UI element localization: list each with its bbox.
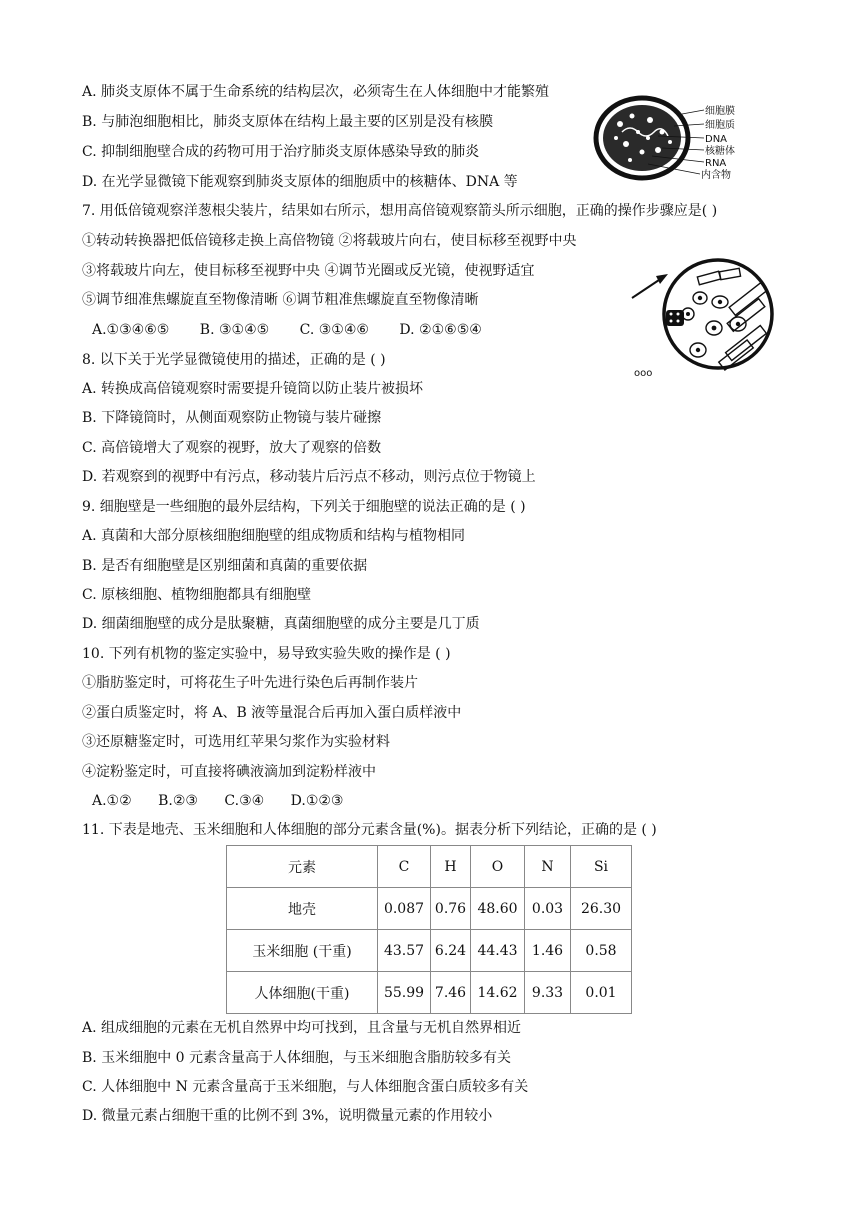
q8-option-c: C. 高倍镜增大了观察的视野，放大了观察的倍数	[82, 440, 382, 456]
table-cell: 43.57	[378, 930, 431, 972]
q10-option-a: A.①②	[92, 793, 132, 809]
q10-step-4: ④淀粉鉴定时，可直接将碘液滴加到淀粉样液中	[82, 764, 376, 780]
q6-option-b: B. 与肺泡细胞相比，肺炎支原体在结构上最主要的区别是没有核膜	[82, 114, 494, 130]
table-cell: 55.99	[378, 972, 431, 1014]
table-header-cell: 元素	[227, 846, 378, 888]
q7-option-c: C. ③①④⑥	[299, 322, 369, 338]
table-row	[227, 888, 632, 930]
q7-options	[92, 320, 508, 340]
table-cell: 26.30	[571, 888, 632, 930]
table-cell: 玉米细胞 (干重)	[227, 930, 378, 972]
q10-step-3: ③还原糖鉴定时，可选用红苹果匀浆作为实验材料	[82, 734, 390, 750]
label-cytoplasm: 细胞质	[705, 120, 735, 131]
q7-step-line-3: ⑤调节细准焦螺旋直至物像清晰 ⑥调节粗准焦螺旋直至物像清晰	[82, 292, 479, 308]
table-cell: 0.01	[571, 972, 632, 1014]
q6-option-d: D. 在光学显微镜下能观察到肺炎支原体的细胞质中的核糖体、DNA 等	[82, 174, 518, 190]
q10-step-2: ②蛋白质鉴定时，将 A、B 液等量混合后再加入蛋白质样液中	[82, 705, 462, 721]
table-cell: 7.46	[431, 972, 471, 1014]
svg-text:ooo: ooo	[634, 368, 653, 378]
table-cell: 0.03	[525, 888, 571, 930]
q10-step-1: ①脂肪鉴定时，可将花生子叶先进行染色后再制作装片	[82, 675, 418, 691]
table-cell: 6.24	[431, 930, 471, 972]
q9-option-d: D. 细菌细胞壁的成分是肽聚糖，真菌细胞壁的成分主要是几丁质	[82, 616, 480, 632]
q7-step-line-1: ①转动转换器把低倍镜移走换上高倍物镜 ②将载玻片向右，使目标移至视野中央	[82, 233, 577, 249]
table-cell: 48.60	[471, 888, 525, 930]
table-row	[227, 930, 632, 972]
q10-stem: 10. 下列有机物的鉴定实验中，易导致实验失败的操作是 ( )	[82, 646, 451, 662]
label-dna: DNA	[705, 134, 728, 145]
table-header-cell: O	[471, 846, 525, 888]
q7-step-line-2: ③将载玻片向左，使目标移至视野中央 ④调节光圈或反光镜，使视野适宜	[82, 263, 535, 279]
table-header-cell: H	[431, 846, 471, 888]
table-header-cell: Si	[571, 846, 632, 888]
q8-option-a: A. 转换成高倍镜观察时需要提升镜筒以防止装片被损坏	[82, 381, 424, 397]
element-content-table	[226, 845, 632, 1014]
q10-options	[92, 791, 365, 811]
q8-stem: 8. 以下关于光学显微镜使用的描述，正确的是 ( )	[82, 352, 386, 368]
table-cell: 9.33	[525, 972, 571, 1014]
table-header-cell: N	[525, 846, 571, 888]
table-cell: 0.58	[571, 930, 632, 972]
table-cell: 44.43	[471, 930, 525, 972]
q8-option-b: B. 下降镜筒时，从侧面观察防止物镜与装片碰擦	[82, 410, 382, 426]
q10-option-d: D.①②③	[290, 793, 344, 809]
q6-option-a: A. 肺炎支原体不属于生命系统的结构层次，必须寄生在人体细胞中才能繁殖	[82, 84, 550, 100]
table-cell: 地壳	[227, 888, 378, 930]
q10-option-c: C.③④	[224, 793, 265, 809]
q11-option-b: B. 玉米细胞中 0 元素含量高于人体细胞，与玉米细胞含脂肪较多有关	[82, 1050, 511, 1066]
q11-option-c: C. 人体细胞中 N 元素含量高于玉米细胞，与人体细胞含蛋白质较多有关	[82, 1079, 529, 1095]
label-inclusion: 内含物	[701, 170, 731, 181]
label-ribosome: 核糖体	[705, 146, 735, 157]
table-header-row	[227, 846, 632, 888]
table-header-cell: C	[378, 846, 431, 888]
table-cell: 14.62	[471, 972, 525, 1014]
label-rna: RNA	[705, 158, 727, 169]
q7-option-d: D. ②①⑥⑤④	[399, 322, 482, 338]
table-cell: 0.76	[431, 888, 471, 930]
q7-option-b: B. ③①④⑤	[199, 322, 270, 338]
q8-option-d: D. 若观察到的视野中有污点，移动装片后污点不移动，则污点位于物镜上	[82, 469, 536, 485]
q9-option-c: C. 原核细胞、植物细胞都具有细胞壁	[82, 587, 312, 603]
table-cell: 0.087	[378, 888, 431, 930]
label-cell-membrane: 细胞膜	[705, 106, 735, 117]
q11-option-d: D. 微量元素占细胞干重的比例不到 3%，说明微量元素的作用较小	[82, 1108, 493, 1124]
q9-option-a: A. 真菌和大部分原核细胞细胞壁的组成物质和结构与植物相同	[82, 528, 466, 544]
q6-option-c: C. 抑制细胞壁合成的药物可用于治疗肺炎支原体感染导致的肺炎	[82, 144, 480, 160]
table-row	[227, 972, 632, 1014]
q7-option-a: A.①③④⑥⑤	[92, 322, 170, 338]
root-tip-figure	[628, 258, 778, 378]
q11-stem: 11. 下表是地壳、玉米细胞和人体细胞的部分元素含量(%)。据表分析下列结论，正确的是 ( )	[82, 822, 657, 838]
q11-option-a: A. 组成细胞的元素在无机自然界中均可找到，且含量与无机自然界相近	[82, 1020, 522, 1036]
q9-option-b: B. 是否有细胞壁是区别细菌和真菌的重要依据	[82, 558, 368, 574]
mycoplasma-figure	[592, 92, 742, 184]
q10-option-b: B.②③	[158, 793, 198, 809]
q9-stem: 9. 细胞壁是一些细胞的最外层结构，下列关于细胞壁的说法正确的是 ( )	[82, 499, 526, 515]
q7-stem: 7. 用低倍镜观察洋葱根尖装片，结果如右所示，想用高倍镜观察箭头所示细胞，正确的操作步骤应是( )	[82, 203, 718, 219]
table-cell: 人体细胞(干重)	[227, 972, 378, 1014]
table-cell: 1.46	[525, 930, 571, 972]
